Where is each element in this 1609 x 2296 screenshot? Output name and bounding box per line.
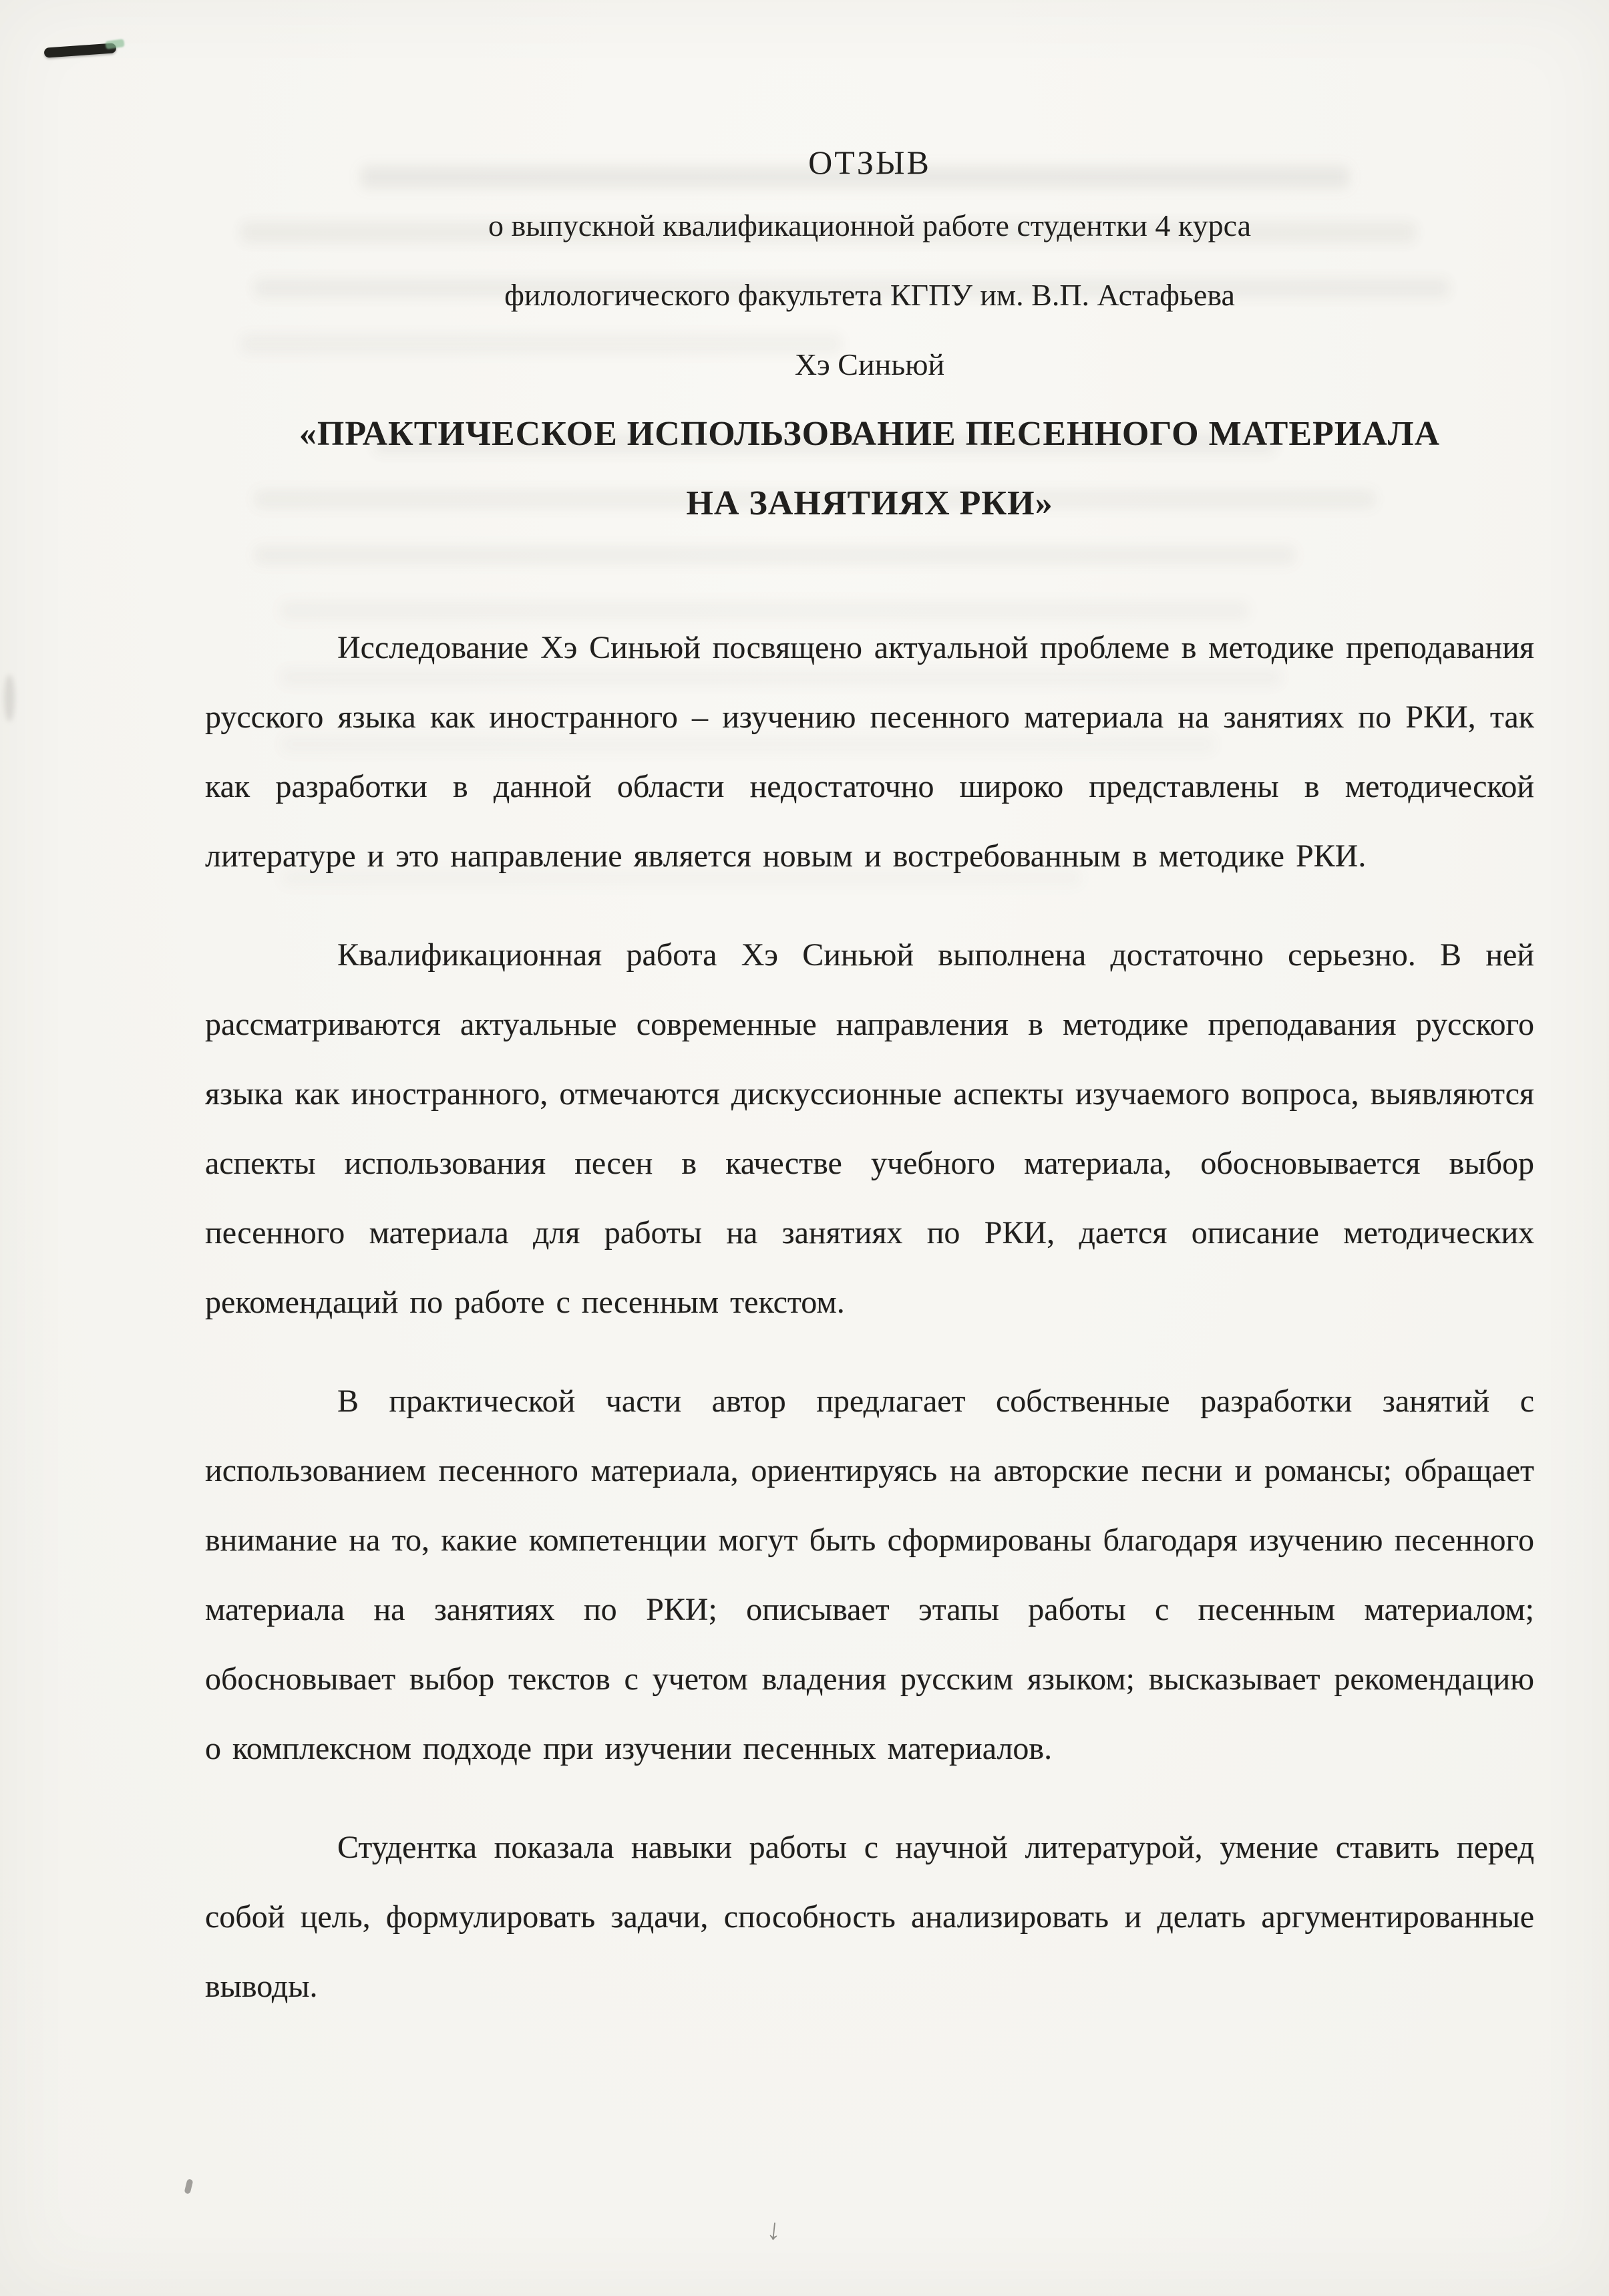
paragraph-3: В практической части автор предлагает собственные разработки занятий с использованием песенного материала, ориентируясь на авторские песни и романсы; обращает внимание на то, какие компетенции могут быть сформированы благодаря изучению песенного материала на занятиях по РКИ; описывает этапы работы с песенным материалом; обосновывает выбор текстов с учетом владения русским языком; высказывает рекомендацию о комплексном подходе при изучении песенных материалов. [205,1383,1534,1766]
scan-artifact-green-mark [105,39,124,49]
thesis-title-line-2: НА ЗАНЯТИЯХ РКИ» [686,484,1053,522]
scan-artifact-speck [184,2178,193,2194]
heading-line-work: о выпускной квалификационной работе студентки 4 курса [488,208,1252,242]
paragraph-4: Студентка показала навыки работы с научной литературой, умение ставить перед собой цель, формулировать задачи, способность анализировать и делать аргументированные выводы. [205,1830,1534,2004]
heading-line-student-name: Хэ Синьюй [794,347,945,381]
document-heading [205,134,1534,538]
document-type-title: ОТЗЫВ [808,144,931,181]
heading-line-faculty: филологического факультета КГПУ им. В.П. Астафьева [504,278,1235,312]
scan-artifact-arrow-mark: ↓ [765,2212,783,2247]
document-body [205,613,1534,2021]
scan-artifact-edge-smudge [4,675,15,721]
paragraph-1: Исследование Хэ Синьюй посвящено актуальной проблеме в методике преподавания русского языка как иностранного – изучению песенного материала на занятиях по РКИ, так как разработки в данной области недостаточно широко представлены в методической литературе и это направление является новым и востребованным в методике РКИ. [205,630,1534,874]
paragraph-2: Квалификационная работа Хэ Синьюй выполнена достаточно серьезно. В ней рассматриваются актуальные современные направления в методике преподавания русского языка как иностранного, отмечаются дискуссионные аспекты изучаемого вопроса, выявляются аспекты использования песен в качестве учебного материала, обосновывается выбор песенного материала для работы на занятиях по РКИ, дается описание методических рекомендаций по работе с песенным текстом. [205,937,1534,1320]
thesis-title-line-1: «ПРАКТИЧЕСКОЕ ИСПОЛЬЗОВАНИЕ ПЕСЕННОГО МАТЕРИАЛА [299,415,1441,453]
document-content [205,134,1534,2051]
